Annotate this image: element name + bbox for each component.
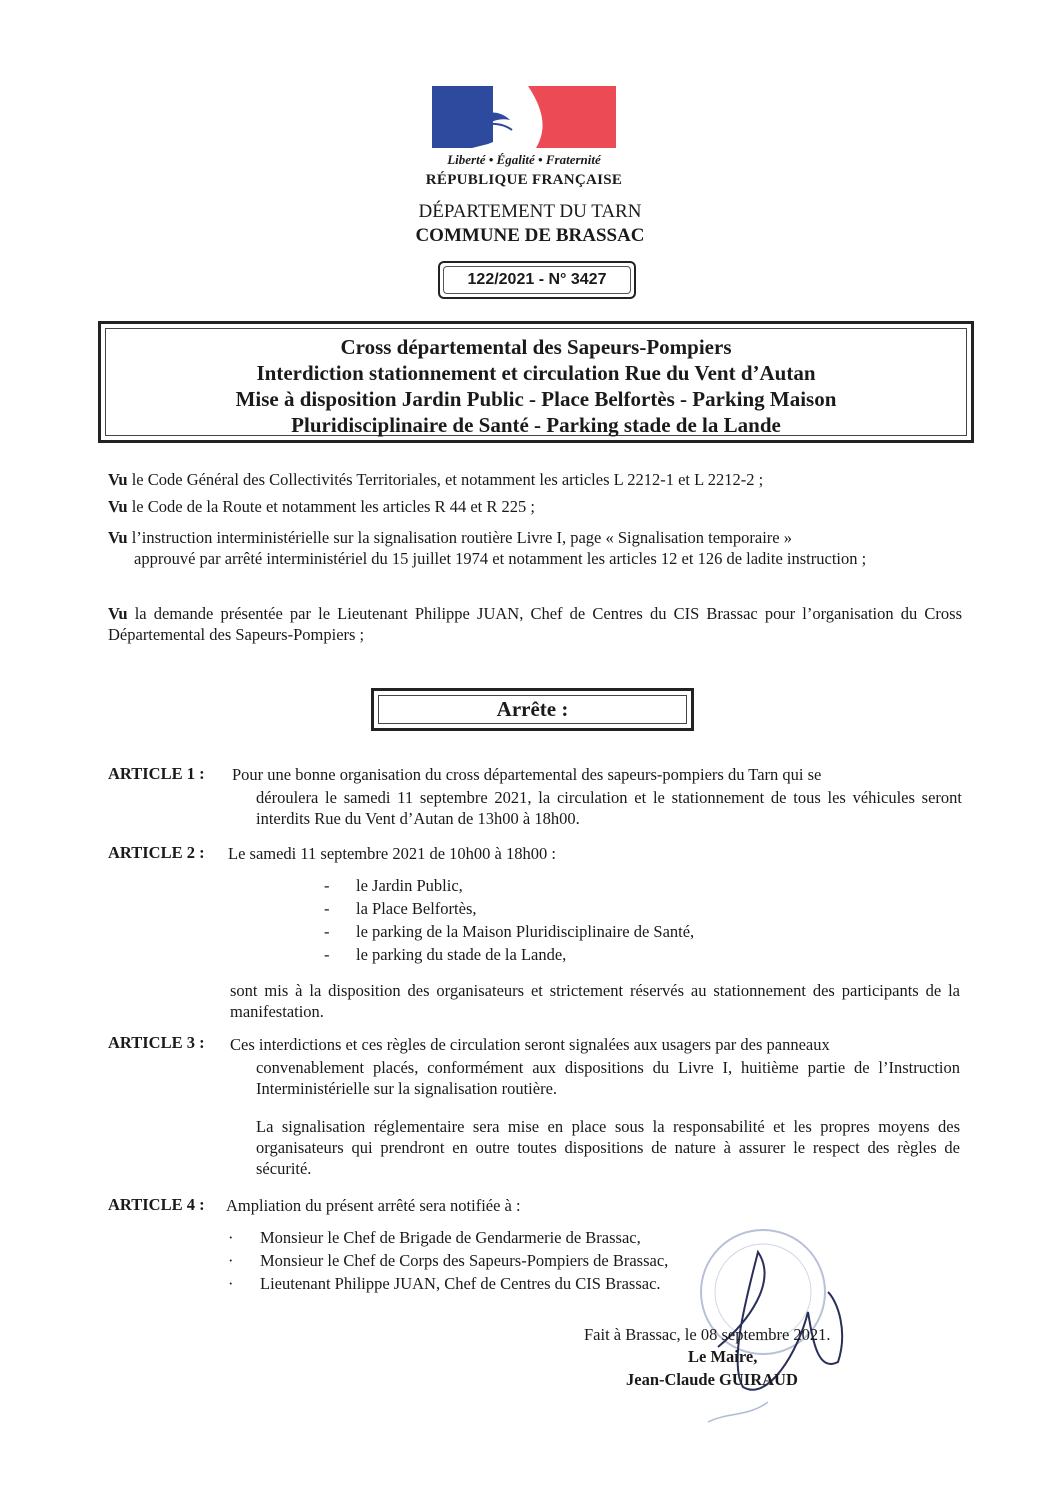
article-1-text: déroulera le samedi 11 septembre 2021, la circulation et le stationnement de tous les véhicules seront interdits Rue du Vent d’Autan de 13h00 à 18h00. (256, 788, 962, 828)
article-3-label: ARTICLE 3 : (108, 1033, 205, 1052)
place-date: Fait à Brassac, le 08 septembre 2021. (584, 1325, 831, 1344)
list-item: - le parking de la Maison Pluridisciplinaire de Santé, (324, 922, 695, 941)
article-1-label: ARTICLE 1 : (108, 764, 205, 783)
list-item: - le parking du stade de la Lande, (324, 945, 567, 964)
visa-1 (108, 469, 962, 490)
visa-text: le Code de la Route et notamment les articles R 44 et R 225 ; (127, 497, 535, 516)
list-item: - le Jardin Public, (324, 876, 463, 895)
reference-number: 122/2021 - N° 3427 (443, 266, 631, 294)
article-4-text: Ampliation du présent arrêté sera notifiée à : (226, 1196, 521, 1215)
signatory-name: Jean-Claude GUIRAUD (626, 1370, 798, 1389)
vu-label: Vu (108, 528, 128, 547)
list-item: · Monsieur le Chef de Brigade de Gendarmerie de Brassac, (228, 1228, 641, 1247)
motto: Liberté • Égalité • Fraternité (447, 152, 601, 167)
vu-label: Vu (108, 497, 128, 516)
title-line: Interdiction stationnement et circulation Rue du Vent d’Autan (256, 361, 816, 385)
republic-label: RÉPUBLIQUE FRANÇAISE (425, 172, 623, 188)
article-4-label: ARTICLE 4 : (108, 1195, 205, 1214)
article-3-first-line: Ces interdictions et ces règles de circulation seront signalées aux usagers par des panneaux (230, 1035, 830, 1054)
title-line: Cross départemental des Sapeurs-Pompiers (340, 335, 732, 359)
visa-text-continued: approuvé par arrêté interministériel du 15 juillet 1974 et notamment les articles 12 et 126 de ladite instruction ; (134, 549, 867, 568)
article-3-text: convenablement placés, conformément aux dispositions du Livre I, huitième partie de l’Instruction Interministérielle sur la signalisation routière. (256, 1058, 960, 1098)
vu-label: Vu (108, 470, 128, 489)
list-item: - la Place Belfortès, (324, 899, 477, 918)
article-2-text: Le samedi 11 septembre 2021 de 10h00 à 18h00 : (228, 844, 556, 863)
vu-label: Vu (108, 604, 128, 623)
article-3-paragraph-2: La signalisation réglementaire sera mise en place sous la responsabilité et les propres moyens des organisateurs qui prendront en outre toutes dispositions de nature à assurer le respect des règles de sécurité. (256, 1117, 960, 1178)
article-2-after: sont mis à la disposition des organisateurs et strictement réservés au stationnement des participants de la manifestation. (230, 981, 960, 1021)
official-stamp (688, 1172, 858, 1462)
article-1-first-line: Pour une bonne organisation du cross départemental des sapeurs-pompiers du Tarn qui se (232, 765, 822, 784)
department: DÉPARTEMENT DU TARN (418, 201, 642, 222)
visa-4 (108, 603, 962, 645)
visa-text: la demande présentée par le Lieutenant Philippe JUAN, Chef de Centres du CIS Brassac pour l’organisation du Cross Départemental des Sapeurs-Pompiers ; (108, 604, 962, 644)
visa-2 (108, 496, 962, 517)
reference-box (438, 261, 636, 299)
list-item: · Monsieur le Chef de Corps des Sapeurs-Pompiers de Brassac, (228, 1251, 669, 1270)
marianne-logo (432, 86, 616, 148)
title-line: Mise à disposition Jardin Public - Place Belfortès - Parking Maison (235, 387, 837, 411)
arrete-box (371, 688, 694, 731)
arrete-heading: Arrête : (378, 695, 687, 724)
visa-text: le Code Général des Collectivités Territoriales, et notamment les articles L 2212-1 et L 2212-2 ; (127, 470, 764, 489)
signatory-role: Le Maire, (688, 1347, 758, 1366)
visa-3 (108, 527, 962, 569)
title-line: Pluridisciplinaire de Santé - Parking stade de la Lande (291, 413, 781, 437)
visa-text: l’instruction interministérielle sur la signalisation routière Livre I, page « Signalisation temporaire » (127, 528, 792, 547)
article-2-label: ARTICLE 2 : (108, 843, 205, 862)
commune: COMMUNE DE BRASSAC (415, 225, 645, 246)
title-box (98, 321, 974, 443)
list-item: · Lieutenant Philippe JUAN, Chef de Centres du CIS Brassac. (228, 1274, 661, 1293)
